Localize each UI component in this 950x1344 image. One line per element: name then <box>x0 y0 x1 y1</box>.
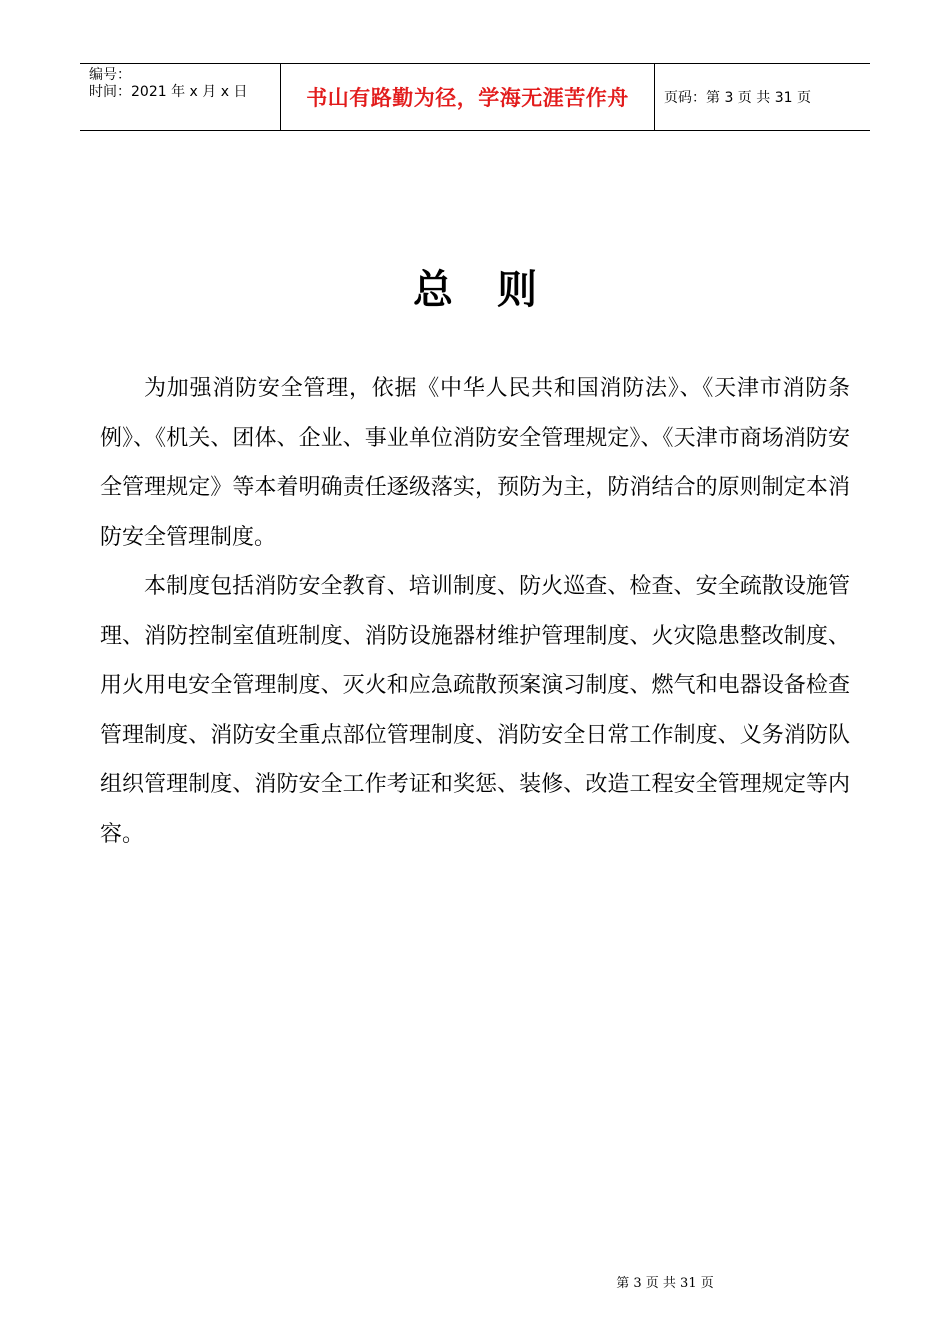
header-meta-cell <box>80 64 281 130</box>
page-footer: 第 3 页 共 31 页 <box>616 1276 714 1291</box>
page-header <box>80 63 870 131</box>
motto-text: 书山有路勤为径，学海无涯苦作舟 <box>306 86 629 110</box>
header-page-cell <box>655 64 870 130</box>
header-page-info: 页码：第 3 页 共 31 页 <box>664 90 811 106</box>
date-line: 时间：2021 年 x 月 x 日 <box>89 84 248 100</box>
body-paragraph: 为加强消防安全管理，依据《中华人民共和国消防法》、《天津市消防条例》、《机关、团体、企业、事业单位消防安全管理规定》、《天津市商场消防安全管理规定》等本着明确责任逐级落实，预防为主，防消结合的原则制定本消防安全管理制度。 <box>100 376 850 550</box>
document-body <box>100 364 850 859</box>
body-paragraph: 本制度包括消防安全教育、培训制度、防火巡查、检查、安全疏散设施管理、消防控制室值班制度、消防设施器材维护管理制度、火灾隐患整改制度、用火用电安全管理制度、灭火和应急疏散预案演习制度、燃气和电器设备检查管理制度、消防安全重点部位管理制度、消防安全日常工作制度、义务消防队组织管理制度、消防安全工作考证和奖惩、装修、改造工程安全管理规定等内容。 <box>100 574 850 847</box>
serial-number-label: 编号： <box>89 67 131 83</box>
header-motto-cell <box>281 64 655 130</box>
document-title: 总则 <box>413 266 581 313</box>
